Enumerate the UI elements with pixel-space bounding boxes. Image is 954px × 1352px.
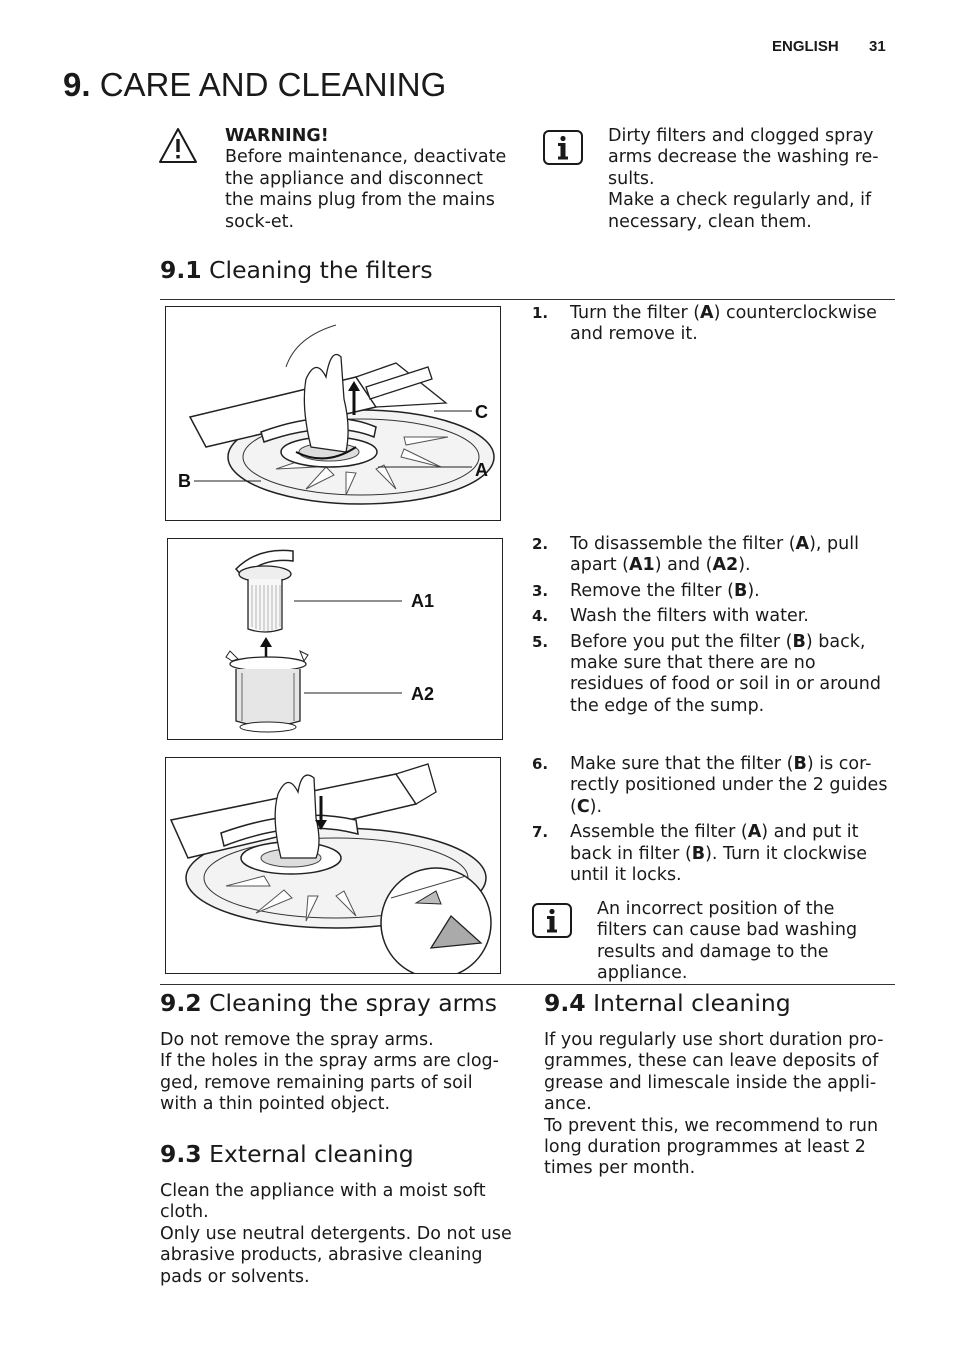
step-1: 1. Turn the filter (A) counterclockwise and remove it. — [532, 303, 877, 345]
section-number: 9.3 — [160, 1140, 202, 1168]
paragraph: Do not remove the spray arms. — [160, 1030, 434, 1050]
info-icon — [543, 130, 583, 165]
section-title: Internal cleaning — [593, 989, 791, 1017]
paragraph: To prevent this, we recommend to run long duration programmes at least 2 times per month. — [544, 1115, 879, 1179]
figure1-label-a: A — [475, 460, 488, 480]
chapter-title-text: CARE AND CLEANING — [99, 66, 447, 103]
step-5: 5. Before you put the filter (B) back, make sure that there are no residues of food or soil in or around the edge of the sump. — [532, 631, 881, 716]
warning-title: WARNING! — [225, 126, 329, 146]
figure1-label-c: C — [475, 402, 488, 422]
figure-filter-removal — [165, 306, 501, 521]
figure2-label-a1: A1 — [411, 591, 435, 611]
steps-group-3 — [532, 754, 892, 890]
chapter-title — [63, 66, 446, 104]
section-number: 9.1 — [160, 256, 202, 284]
section-9-3-body — [160, 1181, 512, 1288]
section-9-4-body — [544, 1030, 889, 1180]
figure1-label-b: B — [178, 471, 191, 491]
section-9-2-body — [160, 1030, 512, 1116]
steps-group-1 — [532, 303, 892, 350]
info-callout-intro — [608, 126, 886, 233]
section-number: 9.4 — [544, 989, 586, 1017]
step-2: 2. To disassemble the filter (A), pull apart (A1) and (A2). — [532, 534, 859, 576]
step-4: 4. Wash the filters with water. — [532, 606, 809, 627]
section-title: Cleaning the filters — [209, 256, 433, 284]
section-title: External cleaning — [209, 1140, 414, 1168]
paragraph: If you regularly use short duration pro-grammes, these can leave deposits of grease and limescale inside the appli-ance. — [544, 1030, 884, 1115]
section-9-3-heading — [160, 1140, 414, 1168]
step-3: 3. Remove the filter (B). — [532, 580, 760, 601]
page-number: 31 — [869, 38, 886, 55]
warning-triangle-icon — [158, 127, 198, 165]
figure2-label-a2: A2 — [411, 684, 435, 704]
section-9-1-heading — [160, 256, 433, 284]
warning-callout — [225, 126, 517, 233]
paragraph: If the holes in the spray arms are clog-ged, remove remaining parts of soil with a thin pointed object. — [160, 1051, 499, 1115]
section-9-4-heading — [544, 989, 791, 1017]
figure-filter-disassembly — [167, 538, 503, 740]
paragraph: Only use neutral detergents. Do not use abrasive products, abrasive cleaning pads or solvents. — [160, 1223, 512, 1287]
info-intro-line2: Make a check regularly and, if necessary, clean them. — [608, 190, 872, 232]
section-number: 9.2 — [160, 989, 202, 1017]
section-rule — [160, 984, 895, 985]
section-rule — [160, 299, 895, 300]
info-intro-line1: Dirty filters and clogged spray arms decrease the washing re-sults. — [608, 126, 879, 189]
step-6: 6. Make sure that the filter (B) is cor-rectly positioned under the 2 guides (C). — [532, 754, 888, 817]
info-callout-filters: An incorrect position of the filters can cause bad washing results and damage to the appliance. — [597, 899, 858, 984]
section-title: Cleaning the spray arms — [209, 989, 498, 1017]
section-9-2-heading — [160, 989, 497, 1017]
steps-group-2 — [532, 534, 892, 721]
warning-text: Before maintenance, deactivate the appliance and disconnect the mains plug from the mains sock-et. — [225, 147, 507, 232]
paragraph: Clean the appliance with a moist soft cloth. — [160, 1181, 486, 1223]
step-7: 7. Assemble the filter (A) and put it back in filter (B). Turn it clockwise until it locks. — [532, 822, 868, 886]
info-icon — [532, 903, 572, 938]
header-language: ENGLISH — [772, 38, 839, 55]
figure-filter-assembly — [165, 757, 501, 974]
chapter-number: 9. — [63, 66, 91, 103]
